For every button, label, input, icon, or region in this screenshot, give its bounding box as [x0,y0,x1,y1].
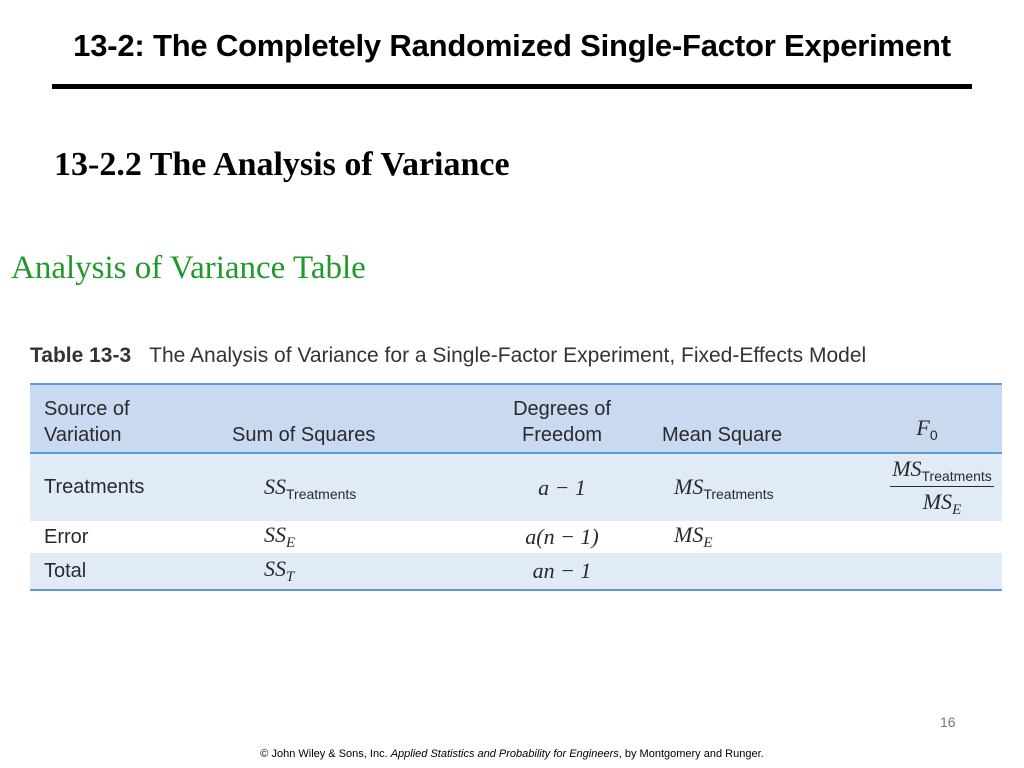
ss-main: SS [264,522,286,547]
cell-df: a − 1 [538,474,586,500]
cell-ms [662,521,852,553]
ss-main: SS [264,473,286,499]
header-source-line1: Source of [44,398,130,420]
header-sum-of-squares: Sum of Squares [232,424,376,446]
header-source-line2: Variation [44,424,122,446]
header-f-main: F [916,415,930,440]
ms-main: MS [674,522,704,547]
cell-ms [662,453,852,521]
f0-den-main: MS [922,489,953,514]
footer-copyright: © John Wiley & Sons, Inc. [260,748,388,760]
cell-df: a(n − 1) [525,524,599,549]
page-number: 16 [940,714,956,730]
table-caption-number: Table 13-3 [30,344,132,367]
cell-df: an − 1 [532,558,592,583]
footer-book-title: Applied Statistics and Probability for Engineers [390,748,619,760]
header-dof-line1: Degrees of [513,398,611,420]
table-row-treatments [30,453,1002,521]
slide-title: 13-2: The Completely Randomized Single-Factor Experiment [73,28,951,63]
cell-f0-empty [852,521,1002,553]
header-f-sub: 0 [929,427,938,443]
cell-ss [232,453,462,521]
cell-ms-empty [662,553,852,589]
f0-numerator [890,456,994,487]
cell-f0 [852,453,1002,521]
header-dof-line2: Freedom [521,424,603,446]
f0-denominator [890,487,994,519]
ms-main: MS [674,473,704,499]
copyright-footer [0,748,1024,760]
footer-authors: , by Montgomery and Runger. [618,748,764,760]
header-source-of-variation [30,385,232,453]
table-header-row [30,385,1002,453]
table-caption-text: The Analysis of Variance for a Single-Factor Experiment, Fixed-Effects Model [149,344,867,367]
f0-fraction [890,456,994,519]
ss-sub: T [286,569,295,585]
cell-ss [232,553,462,589]
table-caption [30,344,866,368]
f0-num-sub: Treatments [921,468,992,484]
ss-sub: Treatments [286,485,357,502]
ms-sub: E [703,535,713,551]
title-divider [52,84,972,89]
ss-sub: E [286,535,296,551]
table-row-error [30,521,1002,553]
cell-f0-empty [852,553,1002,589]
header-f0 [852,385,1002,453]
ss-main: SS [264,556,286,581]
cell-ss [232,521,462,553]
f0-den-sub: E [952,502,962,518]
header-mean-square: Mean Square [662,424,783,446]
anova-table-heading: Analysis of Variance Table [11,250,366,286]
f0-num-main: MS [892,456,922,481]
table-row-total [30,553,1002,589]
anova-table [30,383,1002,591]
ms-sub: Treatments [703,485,774,502]
header-degrees-of-freedom [462,385,662,453]
cell-source: Total [44,559,87,582]
cell-source: Treatments [44,476,145,498]
section-subheading: 13-2.2 The Analysis of Variance [54,146,510,183]
cell-source: Error [44,525,89,548]
